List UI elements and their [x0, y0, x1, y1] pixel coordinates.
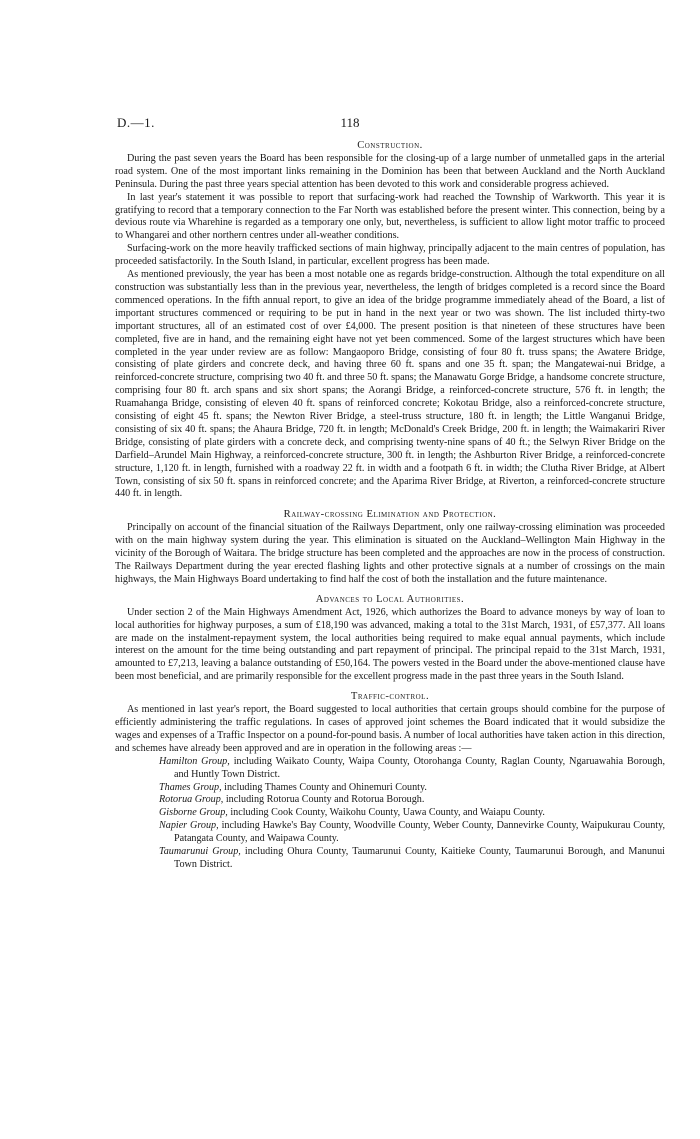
section-heading: Traffic-control.: [350, 691, 430, 703]
list-item: [115, 794, 665, 807]
page-number: 118: [340, 115, 360, 130]
group-members: including Rotorua County and Rotorua Borough.: [225, 794, 425, 806]
group-name: Gisborne Group,: [159, 807, 228, 819]
paragraph: As mentioned in last year's report, the Board suggested to local authorities that certain groups should combine for the purpose of efficiently administering the traffic regulations. In cases of approved joint schemes the Board indicated that it would subsidize the wages and expenses of a Traffic Inspector on a pound-for-pound basis. A number of local authorities have taken action in this direction, and schemes have already been approved and are in operation in the following areas :—: [115, 704, 665, 754]
list-item: [115, 807, 665, 820]
group-list: [115, 756, 665, 872]
section-advances: [115, 594, 665, 684]
section-heading: Construction.: [357, 140, 423, 151]
paragraph: During the past seven years the Board has been responsible for the closing-up of a large number of unmetalled gaps in the arterial road system. One of the most important links remaining in the Dominion has been that between Auckland and the North Auckland Peninsula. During the past three years special attention has been devoted to this work and considerable progress achieved.: [115, 152, 665, 190]
group-members: including Hawke's Bay County, Woodville County, Weber County, Dannevirke County, Waipukurau County, Patangata County, and Waipawa County.: [174, 820, 666, 845]
paragraph: In last year's statement it was possible to report that surfacing-work had reached the Township of Warkworth. This year it is gratifying to record that a temporary connection to the Far North was established before the present winter. This connection, being by a devious route via Wharehine is regarded as a temporary one only, but, nevertheless, is sufficient to allow light motor traffic to proceed to Whangarei and other northern centres under all-weather conditions.: [115, 191, 665, 242]
group-members: including Waikato County, Waipa County, Otorohanga County, Raglan County, Ngaruawahia Borough, and Huntly Town District.: [174, 755, 665, 780]
list-item: [115, 820, 665, 846]
group-name: Napier Group,: [159, 820, 219, 832]
section-construction: [115, 140, 665, 501]
paragraph: Under section 2 of the Main Highways Amendment Act, 1926, which authorizes the Board to advance moneys by way of loan to local authorities for highway purposes, a sum of £18,190 was advanced, making a total to the 31st March, 1931, of £57,377. All loans are made on the instalment-repayment system, the local authorities being required to make equal annual payments, which include interest on the amount for the time being outstanding and part repayment of principal. The principal repaid to the 31st March, 1931, amounted to £7,213, leaving a balance outstanding of £50,164. The powers vested in the Board under the above-mentioned clause have been most beneficial, and are primarily responsible for the excellent progress made in the past three years in the South Island.: [115, 606, 665, 683]
section-traffic-control: [115, 691, 665, 872]
group-name: Rotorua Group,: [159, 794, 224, 806]
group-members: including Cook County, Waikohu County, Uawa County, and Waiapu County.: [230, 807, 545, 819]
list-item: [115, 782, 665, 795]
section-heading: Advances to Local Authorities.: [315, 593, 465, 605]
paragraph: Principally on account of the financial situation of the Railways Department, only one railway-crossing elimination was proceeded with on the main highway system during the year. This elimination is situated on the Auckland–Wellington Main Highway in the vicinity of the Borough of Waitara. The bridge structure has been completed and the approaches are now in the process of construction. The Railways Department during the year erected flashing lights and other protective signals at a number of crossings on the main highways, the Main Highways Board undertaking to find half the cost of both the installation and the future maintenance.: [115, 522, 665, 585]
paragraph: Surfacing-work on the more heavily trafficked sections of main highway, principally adjacent to the main centres of population, has proceeded satisfactorily. In the South Island, in particular, excellent progress has been made.: [115, 243, 665, 268]
document-code: D.—1.: [117, 115, 155, 130]
group-name: Thames Group,: [159, 781, 222, 793]
document-body: [115, 140, 665, 872]
paragraph: As mentioned previously, the year has been a most notable one as regards bridge-construction. Although the total expenditure on all construction was substantially less than in the previous year, nevertheless, the length of bridges completed is a record since the Board commenced operations. In the fifth annual report, to give an idea of the bridge programme immediately ahead of the Board, a list of important structures commenced or requiring to be put in hand in the next year or two was shown. The list included thirty-two important structures, all of an estimated cost of over £4,000. The present position is that nineteen of these structures have been completed, five are in hand, and the remaining eight have not yet been commenced. Some of the largest structures which have been completed in the year under review are as follow: Mangaoporo Bridge, consisting of four 80 ft. truss spans; the Awatere Bridge, consisting of plate girders and concrete deck, and having three 60 ft. spans and one 35 ft. span; the Mangatewai-nui Bridge, a reinforced-concrete structure, comprising two 40 ft. and three 50 ft. spans; the Manawatu Gorge Bridge, a handsome concrete structure, comprising four 80 ft. arch spans and six short spans; the Aorangi Bridge, a reinforced-concrete structure, 576 ft. in length; the Ruamahanga Bridge, consisting of eleven 40 ft. spans of reinforced concrete; Kokotau Bridge, also a reinforced-concrete structure, consisting of eight 45 ft. spans; the Newton River Bridge, a steel-truss structure, 180 ft. in length; the Little Wanganui Bridge, consisting of six 40 ft. spans; the Ahaura Bridge, 720 ft. in length; McDonald's Creek Bridge, 200 ft. in length; the Waimakariri River Bridge, consisting of plate girders with a concrete deck, and comprising twenty-nine spans of 40 ft.; the Selwyn River Bridge on the Darfield–Arundel Main Highway, a reinforced-concrete structure, 300 ft. in length; the Ashburton River Bridge, a reinforced-concrete structure, 1,120 ft. in length, furnished with a roadway 22 ft. in width and a footpath 6 ft. in width; the Clutha River Bridge, at Albert Town, consisting of six 50 ft. spans in reinforced concrete; and the Aparima River Bridge, at Riverton, a reinforced-concrete structure 440 ft. in length.: [115, 269, 665, 500]
section-railway-crossing: [115, 509, 665, 586]
list-item: [115, 756, 665, 782]
section-heading: Railway-crossing Elimination and Protection.: [283, 509, 497, 521]
group-members: including Thames County and Ohinemuri County.: [224, 781, 427, 793]
group-name: Hamilton Group,: [159, 755, 230, 767]
group-members: including Ohura County, Taumarunui County, Kaitieke County, Taumarunui Borough, and Manunui Town District.: [174, 846, 665, 870]
group-name: Taumarunui Group,: [159, 846, 241, 858]
list-item: [115, 846, 665, 872]
